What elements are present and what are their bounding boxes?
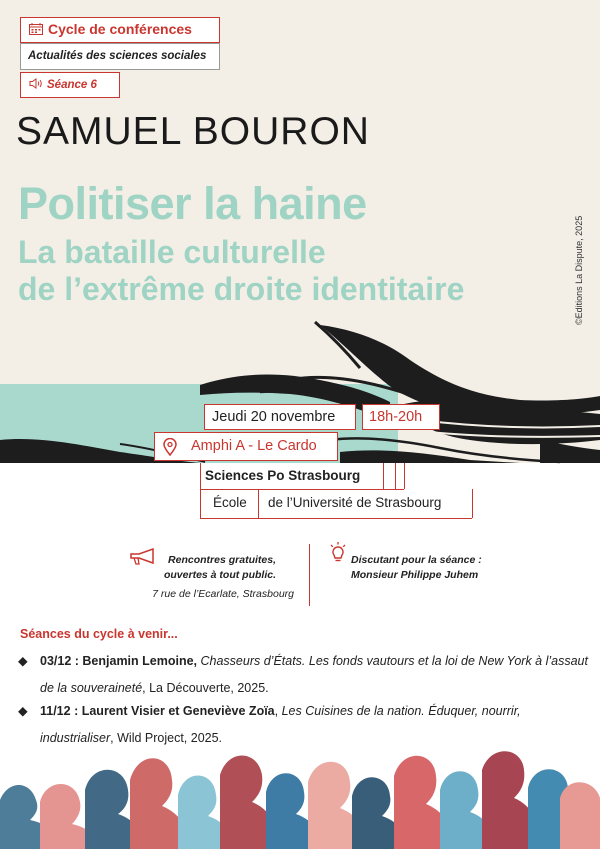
session-label: Séance 6 xyxy=(47,79,97,91)
series-tag xyxy=(20,17,220,43)
speaker-name: SAMUEL BOURON xyxy=(16,110,370,153)
frame-line xyxy=(472,489,473,518)
discussant-note xyxy=(351,553,482,583)
school-label-part1: École xyxy=(213,495,247,510)
book-title: Politiser la haine xyxy=(18,178,367,229)
location-pin-icon xyxy=(163,438,177,456)
frame-line xyxy=(383,463,384,489)
megaphone-icon xyxy=(129,548,159,566)
bullet: ◆ xyxy=(18,654,28,668)
book-subtitle-line2: de l’extrême droite identitaire xyxy=(18,271,465,307)
frame-line xyxy=(404,463,405,489)
school-label-part2: de l’Université de Strasbourg xyxy=(268,495,442,510)
session-tag xyxy=(20,72,120,98)
institution-name: Sciences Po Strasbourg xyxy=(205,468,361,483)
list-item: ◆ 11/12 : Laurent Visier et Geneviève Zoïa, Les Cuisines de la nation. Éduquer, nourrir, industrialiser, Wild Project, 2025. xyxy=(18,698,588,752)
book-subtitle xyxy=(18,234,464,308)
book-subtitle-line1: La bataille culturelle xyxy=(18,234,326,270)
event-place xyxy=(154,432,338,461)
series-label: Cycle de conférences xyxy=(48,21,192,37)
calendar-icon xyxy=(29,23,43,35)
event-time: 18h-20h xyxy=(362,404,440,430)
bullet: ◆ xyxy=(18,704,28,718)
crowd-silhouettes-illustration xyxy=(0,740,600,849)
copyright-notice: ©Editions La Dispute, 2025 xyxy=(574,215,584,325)
frame-line xyxy=(200,463,201,519)
event-date: Jeudi 20 novembre xyxy=(204,404,356,430)
speaker-icon xyxy=(29,78,44,89)
free-entry-note xyxy=(158,553,276,583)
frame-line xyxy=(200,518,472,519)
frame-line xyxy=(258,489,259,518)
topic-tag: Actualités des sciences sociales xyxy=(20,43,220,70)
free-entry-line2: ouvertes à tout public. xyxy=(163,569,276,581)
list-item: ◆ 03/12 : Benjamin Lemoine, Chasseurs d’États. Les fonds vautours et la loi de New York à l’assaut de la souveraineté, La Découverte, 2025. xyxy=(18,648,588,702)
frame-line xyxy=(200,489,404,490)
frame-line xyxy=(395,463,396,489)
address: 7 rue de l’Ecarlate, Strasbourg xyxy=(152,588,294,600)
discussant-name: Monsieur Philippe Juhem xyxy=(351,569,479,581)
lightbulb-icon xyxy=(328,542,348,564)
upcoming-heading: Séances du cycle à venir... xyxy=(20,627,178,641)
event-place-label: Amphi A - Le Cardo xyxy=(191,438,317,454)
discussant-label: Discutant pour la séance : xyxy=(351,554,482,566)
free-entry-line1: Rencontres gratuites, xyxy=(168,554,276,566)
info-divider xyxy=(309,544,310,606)
